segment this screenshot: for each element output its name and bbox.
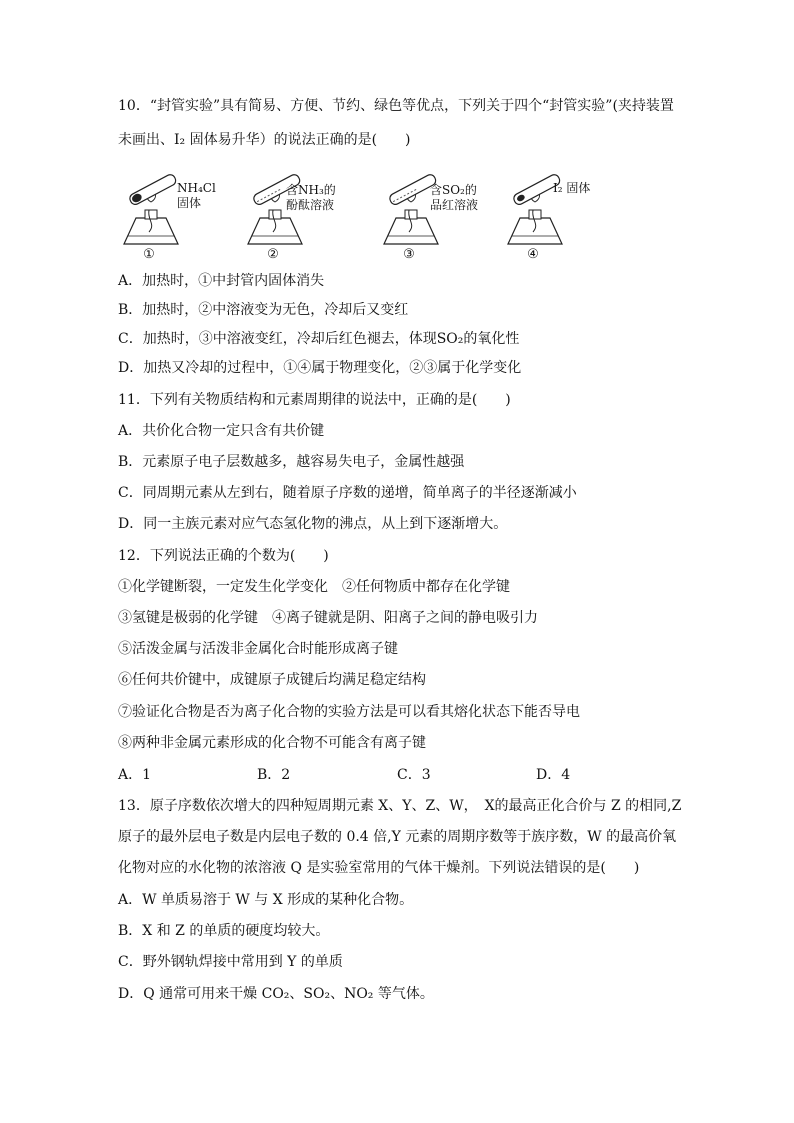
q12-item-1-2: ①化学键断裂，一定发生化学变化 ②任何物质中都存在化学键 xyxy=(118,579,510,595)
apparatus-3-number: ③ xyxy=(403,247,415,262)
q12-item-8: ⑧两种非金属元素形成的化合物不可能含有离子键 xyxy=(118,735,426,751)
apparatus-4-label1: I₂ 固体 xyxy=(553,181,591,195)
q11-option-a: A．共价化合物一定只含有共价键 xyxy=(118,423,325,439)
q13-stem-line1: 13．原子序数依次增大的四种短周期元素 X、Y、Z、W， X的最高正化合价与 Z 的相同,Z xyxy=(118,798,682,814)
q12-item-3-4: ③氢键是极弱的化学键 ④离子键就是阴、阳离子之间的静电吸引力 xyxy=(118,610,538,626)
apparatus-1-label2: 固体 xyxy=(177,196,202,210)
apparatus-3-label2: 品红溶液 xyxy=(430,198,479,212)
q12-choice-b: B．2 xyxy=(257,767,291,783)
q13-option-b: B．X 和 Z 的单质的硬度均较大。 xyxy=(118,923,330,939)
q12-item-7: ⑦验证化合物是否为离子化合物的实验方法是可以看其熔化状态下能否导电 xyxy=(118,704,580,720)
q10-stem-line1: 10．“封管实验”具有简易、方便、节约、绿色等优点，下列关于四个“封管实验”(夹持装置 xyxy=(118,98,674,114)
q11-option-c: C．同周期元素从左到右，随着原子序数的递增，简单离子的半径逐渐减小 xyxy=(118,485,577,501)
apparatus-1-label1: NH₄Cl xyxy=(177,181,216,195)
apparatus-1 xyxy=(124,173,178,244)
q12-item-6: ⑥任何共价键中，成键原子成键后均满足稳定结构 xyxy=(118,672,426,688)
q12-choice-d: D．4 xyxy=(536,767,571,783)
q10-option-d: D．加热又冷却的过程中，①④属于物理变化，②③属于化学变化 xyxy=(118,360,522,376)
apparatus-1-number: ① xyxy=(143,247,155,262)
q13-option-a: A．W 单质易溶于 W 与 X 形成的某种化合物。 xyxy=(118,892,414,908)
q12-item-5: ⑤活泼金属与活泼非金属化合时能形成离子键 xyxy=(118,641,398,657)
q12-stem: 12．下列说法正确的个数为( ) xyxy=(118,548,329,564)
q13-stem-line3: 化物对应的水化物的浓溶液 Q 是实验室常用的气体干燥剂。下列说法错误的是( ) xyxy=(118,860,640,876)
q10-option-a: A．加热时，①中封管内固体消失 xyxy=(118,273,325,289)
apparatus-2-label2: 酚酞溶液 xyxy=(286,198,335,212)
q12-choice-a: A．1 xyxy=(118,767,152,783)
apparatus-3-label1: 含SO₂的 xyxy=(430,183,477,197)
q11-option-d: D．同一主族元素对应气态氢化物的沸点，从上到下逐渐增大。 xyxy=(118,516,508,532)
q13-option-c: C．野外钢轨焊接中常用到 Y 的单质 xyxy=(118,954,343,970)
apparatus-2-label1: 含NH₃的 xyxy=(286,183,336,197)
sealed-tube-apparatus-figure xyxy=(118,158,568,264)
q11-option-b: B．元素原子电子层数越多，越容易失电子，金属性越强 xyxy=(118,454,465,470)
q10-option-c: C．加热时，③中溶液变红，冷却后红色褪去，体现SO₂的氧化性 xyxy=(118,331,520,347)
q13-option-d: D．Q 通常可用来干燥 CO₂、SO₂、NO₂ 等气体。 xyxy=(118,986,434,1002)
apparatus-4-number: ④ xyxy=(527,247,539,262)
q11-stem: 11．下列有关物质结构和元素周期律的说法中，正确的是( ) xyxy=(118,392,511,408)
q12-choice-c: C．3 xyxy=(397,767,431,783)
q10-stem-line2: 未画出、I₂ 固体易升华）的说法正确的是( ) xyxy=(118,132,411,148)
q13-stem-line2: 原子的最外层电子数是内层电子数的 0.4 倍,Y 元素的周期序数等于族序数，W 的最高价氧 xyxy=(118,829,677,845)
q10-option-b: B．加热时，②中溶液变为无色，冷却后又变红 xyxy=(118,302,409,318)
apparatus-2-number: ② xyxy=(267,247,279,262)
